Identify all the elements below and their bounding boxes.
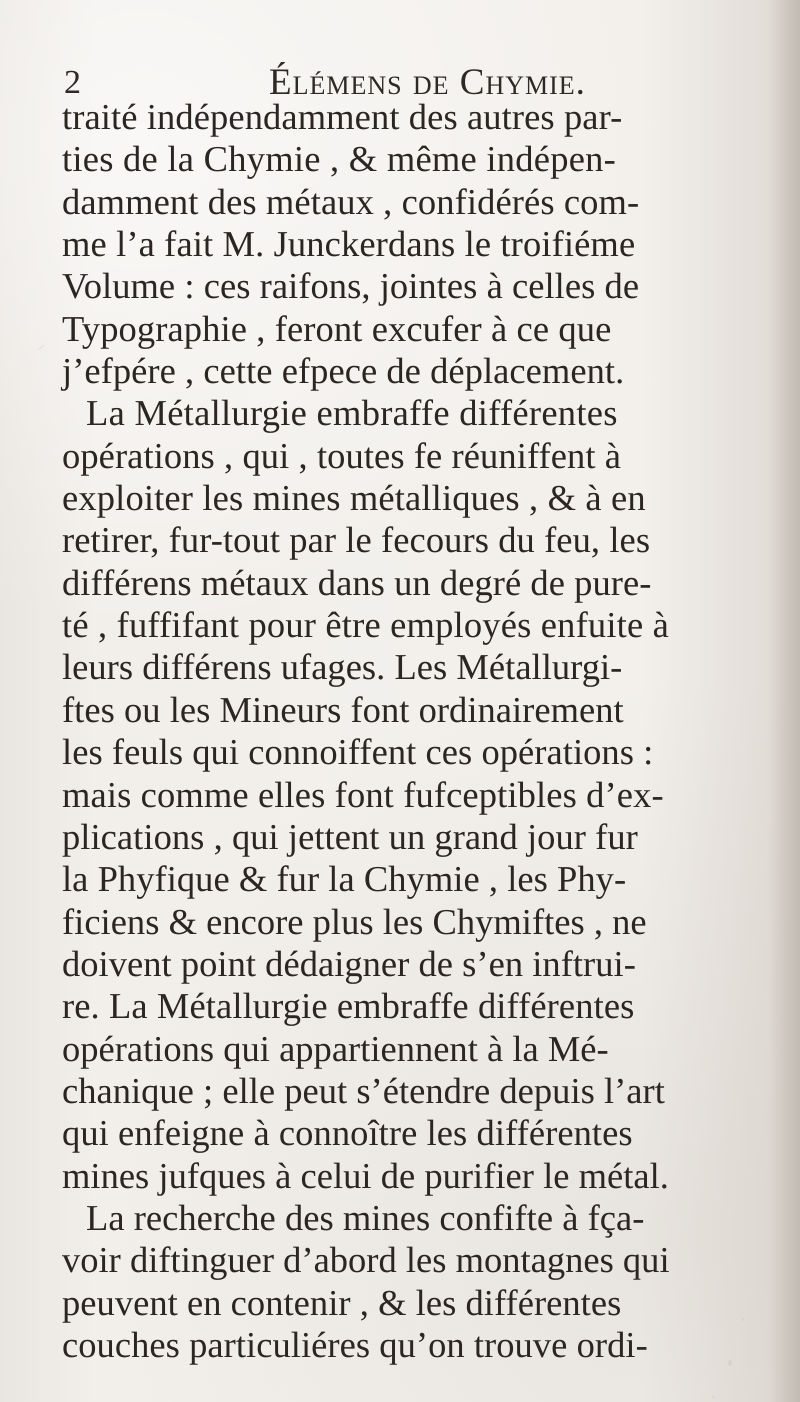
text-line: la Phyfique & fur la Chymie , les Phy- xyxy=(62,858,627,900)
paper-speck xyxy=(742,1318,744,1321)
text-line: retirer, fur-tout par le fecours du feu, les xyxy=(62,519,651,561)
running-title: Élémens de Chymie. xyxy=(269,62,586,103)
text-line: doivent point dédaigner de s’en inftrui- xyxy=(62,942,636,984)
text-line: La recherche des mines confifte à fça- xyxy=(86,1196,645,1238)
text-line: chanique ; elle peut s’étendre depuis l’art xyxy=(62,1069,665,1111)
text-line: mais comme elles font fufceptibles d’ex- xyxy=(62,773,664,815)
text-line: La Métallurgie embraffe différentes xyxy=(86,392,618,434)
text-line: les feuls qui connoiffent ces opérations : xyxy=(62,731,654,773)
text-line: damment des métaux , confidérés com- xyxy=(62,180,640,222)
text-line: opérations , qui , toutes fe réuniffent à xyxy=(62,434,622,476)
text-line: peuvent en contenir , & les différentes xyxy=(62,1281,622,1323)
text-line: plications , qui jettent un grand jour fur xyxy=(62,815,638,857)
text-line: traité indépendamment des autres par- xyxy=(62,96,623,137)
text-line: ftes ou les Mineurs font ordinairement xyxy=(62,688,624,730)
text-line: opérations qui appartiennent à la Mé- xyxy=(62,1027,609,1069)
text-line: Typographie , feront excufer à ce que xyxy=(62,307,612,349)
text-line: leurs différens ufages. Les Métallurgi- xyxy=(62,646,623,688)
text-line: différens métaux dans un degré de pure- xyxy=(62,561,652,603)
text-line: voir diftinguer d’abord les montagnes qui xyxy=(62,1239,670,1281)
text-line: ties de la Chymie , & même indépen- xyxy=(62,138,617,180)
text-line: qui enfeigne à connoître les différentes xyxy=(62,1112,633,1154)
text-line: mines jufques à celui de purifier le métal. xyxy=(62,1154,669,1196)
page-number: 2 xyxy=(64,64,81,101)
text-line: j’efpére , cette efpece de déplacement. xyxy=(62,350,625,392)
paper-speck xyxy=(712,1396,715,1398)
text-line: couches particuliéres qu’on trouve ordi- xyxy=(62,1323,648,1365)
text-line: exploiter les mines métalliques , & à en xyxy=(62,477,646,519)
text-line: re. La Métallurgie embraffe différentes xyxy=(62,985,635,1027)
paper-speck xyxy=(37,345,44,350)
body-text xyxy=(62,96,752,1366)
text-line: té , fuffifant pour être employés enfuite à xyxy=(62,604,670,646)
text-line: me l’a fait M. Junckerdans le troifiéme xyxy=(62,223,636,265)
text-line: ficiens & encore plus les Chymiftes , ne xyxy=(62,900,647,942)
text-line: Volume : ces raifons, jointes à celles de xyxy=(62,265,640,307)
paper-speck xyxy=(728,1360,732,1366)
